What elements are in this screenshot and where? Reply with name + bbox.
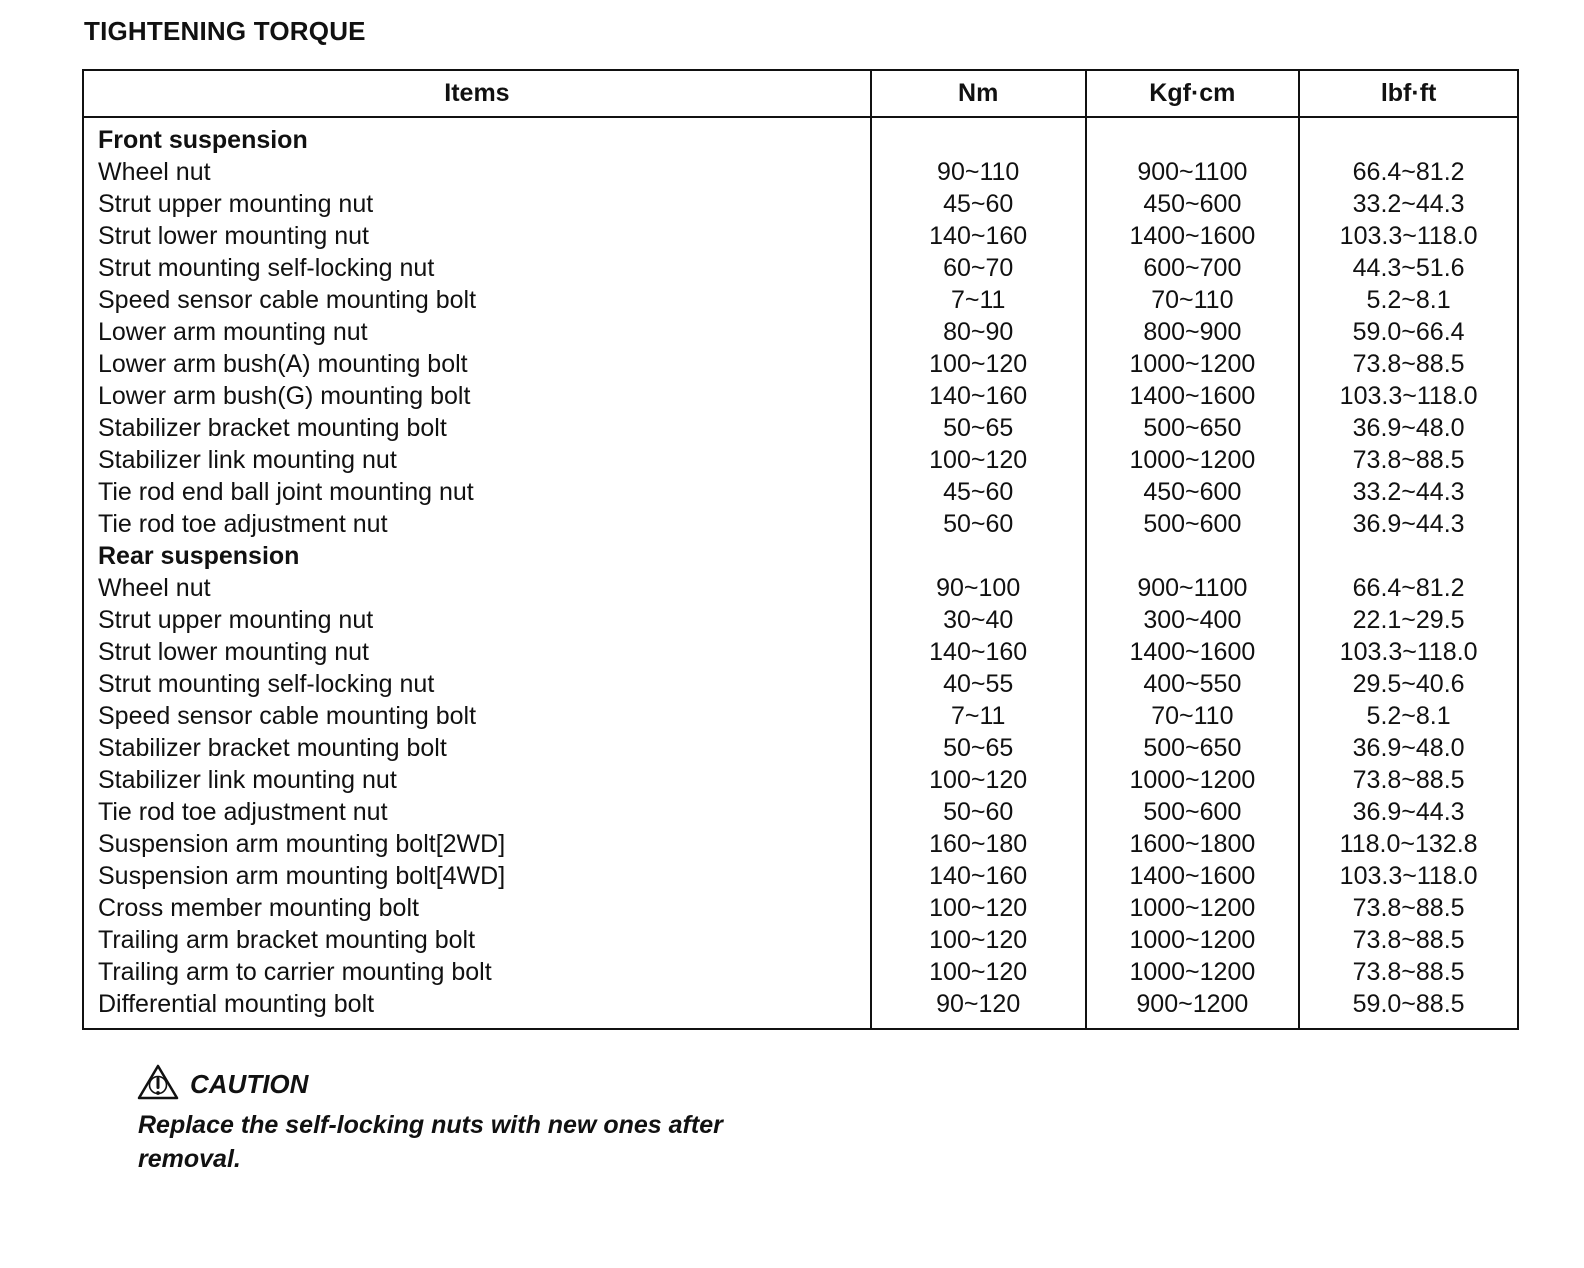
item-name: Strut lower mounting nut: [98, 222, 369, 250]
nm-value: 100~120: [871, 348, 1086, 380]
item-name: Speed sensor cable mounting bolt: [98, 286, 477, 314]
kgf-cm-value: 1600~1800: [1086, 828, 1300, 860]
lbf-ft-value: 118.0~132.8: [1299, 828, 1518, 860]
lbf-ft-value: 66.4~81.2: [1299, 156, 1518, 188]
caution-text: Replace the self-locking nuts with new ones after removal.: [138, 1111, 723, 1173]
table-row: [83, 732, 1518, 764]
nm-value: 100~120: [871, 892, 1086, 924]
lbf-ft-value: 36.9~48.0: [1299, 412, 1518, 444]
empty-cell: [1086, 540, 1300, 572]
table-row: [83, 700, 1518, 732]
table-row: [83, 508, 1518, 540]
lbf-ft-value: 73.8~88.5: [1299, 348, 1518, 380]
item-name: Tie rod toe adjustment nut: [98, 798, 388, 826]
item-name: Suspension arm mounting bolt[2WD]: [98, 830, 506, 858]
nm-value: 50~60: [871, 796, 1086, 828]
section-row: [83, 117, 1518, 156]
nm-value: 40~55: [871, 668, 1086, 700]
empty-cell: [871, 117, 1086, 156]
nm-value: 80~90: [871, 316, 1086, 348]
empty-cell: [1299, 540, 1518, 572]
item-name: Lower arm bush(A) mounting bolt: [98, 350, 468, 378]
lbf-ft-value: 44.3~51.6: [1299, 252, 1518, 284]
nm-value: 140~160: [871, 220, 1086, 252]
section-title: Rear suspension: [98, 542, 300, 570]
kgf-cm-value: 450~600: [1086, 188, 1300, 220]
item-name: Speed sensor cable mounting bolt: [98, 702, 477, 730]
kgf-cm-value: 500~600: [1086, 508, 1300, 540]
kgf-cm-value: 1000~1200: [1086, 348, 1300, 380]
nm-value: 100~120: [871, 956, 1086, 988]
lbf-ft-value: 73.8~88.5: [1299, 892, 1518, 924]
item-name: Tie rod end ball joint mounting nut: [98, 478, 474, 506]
header-items: Items: [83, 70, 871, 117]
kgf-cm-value: 900~1200: [1086, 988, 1300, 1029]
item-name: Wheel nut: [98, 574, 211, 602]
table-row: [83, 636, 1518, 668]
nm-value: 60~70: [871, 252, 1086, 284]
nm-value: 50~60: [871, 508, 1086, 540]
item-name: Wheel nut: [98, 158, 211, 186]
nm-value: 7~11: [871, 284, 1086, 316]
item-name: Strut mounting self-locking nut: [98, 670, 435, 698]
nm-value: 30~40: [871, 604, 1086, 636]
header-lbf-ft: lbf·ft: [1299, 70, 1518, 117]
item-name: Stabilizer bracket mounting bolt: [98, 414, 447, 442]
item-name: Strut upper mounting nut: [98, 606, 374, 634]
kgf-cm-value: 1400~1600: [1086, 380, 1300, 412]
kgf-cm-value: 900~1100: [1086, 572, 1300, 604]
table-row: [83, 220, 1518, 252]
nm-value: 90~120: [871, 988, 1086, 1029]
empty-cell: [1086, 117, 1300, 156]
kgf-cm-value: 1400~1600: [1086, 636, 1300, 668]
table-row: [83, 476, 1518, 508]
nm-value: 90~110: [871, 156, 1086, 188]
kgf-cm-value: 1400~1600: [1086, 220, 1300, 252]
kgf-cm-value: 1000~1200: [1086, 444, 1300, 476]
lbf-ft-value: 103.3~118.0: [1299, 860, 1518, 892]
kgf-cm-value: 500~650: [1086, 732, 1300, 764]
kgf-cm-value: 900~1100: [1086, 156, 1300, 188]
lbf-ft-value: 73.8~88.5: [1299, 924, 1518, 956]
table-row: [83, 764, 1518, 796]
lbf-ft-value: 33.2~44.3: [1299, 188, 1518, 220]
table-row: [83, 412, 1518, 444]
table-row: [83, 796, 1518, 828]
item-name: Suspension arm mounting bolt[4WD]: [98, 862, 506, 890]
lbf-ft-value: 36.9~48.0: [1299, 732, 1518, 764]
table-row: [83, 156, 1518, 188]
nm-value: 50~65: [871, 732, 1086, 764]
nm-value: 140~160: [871, 380, 1086, 412]
lbf-ft-value: 33.2~44.3: [1299, 476, 1518, 508]
lbf-ft-value: 5.2~8.1: [1299, 284, 1518, 316]
table-header-row: [83, 70, 1518, 117]
table-row: [83, 572, 1518, 604]
kgf-cm-value: 600~700: [1086, 252, 1300, 284]
lbf-ft-value: 36.9~44.3: [1299, 796, 1518, 828]
caution-heading: [136, 1063, 308, 1106]
item-name: Stabilizer link mounting nut: [98, 766, 397, 794]
table-row: [83, 188, 1518, 220]
item-name: Strut upper mounting nut: [98, 190, 374, 218]
table-row: [83, 988, 1518, 1029]
table-row: [83, 860, 1518, 892]
lbf-ft-value: 5.2~8.1: [1299, 700, 1518, 732]
item-name: Trailing arm bracket mounting bolt: [98, 926, 476, 954]
kgf-cm-value: 500~650: [1086, 412, 1300, 444]
item-name: Lower arm mounting nut: [98, 318, 368, 346]
nm-value: 160~180: [871, 828, 1086, 860]
nm-value: 90~100: [871, 572, 1086, 604]
page-title: TIGHTENING TORQUE: [84, 16, 366, 46]
table-row: [83, 604, 1518, 636]
kgf-cm-value: 1000~1200: [1086, 924, 1300, 956]
nm-value: 140~160: [871, 636, 1086, 668]
lbf-ft-value: 103.3~118.0: [1299, 636, 1518, 668]
kgf-cm-value: 400~550: [1086, 668, 1300, 700]
item-name: Strut mounting self-locking nut: [98, 254, 435, 282]
header-kgf-cm: Kgf·cm: [1086, 70, 1300, 117]
table-row: [83, 444, 1518, 476]
table-row: [83, 316, 1518, 348]
table-row: [83, 284, 1518, 316]
table-row: [83, 828, 1518, 860]
lbf-ft-value: 36.9~44.3: [1299, 508, 1518, 540]
lbf-ft-value: 66.4~81.2: [1299, 572, 1518, 604]
kgf-cm-value: 500~600: [1086, 796, 1300, 828]
empty-cell: [1299, 117, 1518, 156]
section-title: Front suspension: [98, 126, 308, 154]
lbf-ft-value: 22.1~29.5: [1299, 604, 1518, 636]
item-name: Strut lower mounting nut: [98, 638, 369, 666]
kgf-cm-value: 1000~1200: [1086, 764, 1300, 796]
table-row: [83, 380, 1518, 412]
table-body: [83, 117, 1518, 1029]
item-name: Trailing arm to carrier mounting bolt: [98, 958, 492, 986]
nm-value: 45~60: [871, 188, 1086, 220]
header-nm: Nm: [871, 70, 1086, 117]
torque-table: [82, 69, 1519, 1030]
warning-triangle-icon: [136, 1063, 180, 1106]
kgf-cm-value: 70~110: [1086, 284, 1300, 316]
table-row: [83, 956, 1518, 988]
lbf-ft-value: 73.8~88.5: [1299, 764, 1518, 796]
lbf-ft-value: 103.3~118.0: [1299, 380, 1518, 412]
table-row: [83, 924, 1518, 956]
kgf-cm-value: 450~600: [1086, 476, 1300, 508]
table-row: [83, 892, 1518, 924]
nm-value: 7~11: [871, 700, 1086, 732]
item-name: Stabilizer bracket mounting bolt: [98, 734, 447, 762]
nm-value: 100~120: [871, 764, 1086, 796]
kgf-cm-value: 800~900: [1086, 316, 1300, 348]
lbf-ft-value: 29.5~40.6: [1299, 668, 1518, 700]
item-name: Cross member mounting bolt: [98, 894, 419, 922]
kgf-cm-value: 300~400: [1086, 604, 1300, 636]
nm-value: 45~60: [871, 476, 1086, 508]
kgf-cm-value: 1000~1200: [1086, 892, 1300, 924]
item-name: Stabilizer link mounting nut: [98, 446, 397, 474]
item-name: Tie rod toe adjustment nut: [98, 510, 388, 538]
lbf-ft-value: 103.3~118.0: [1299, 220, 1518, 252]
nm-value: 100~120: [871, 924, 1086, 956]
table-row: [83, 668, 1518, 700]
item-name: Differential mounting bolt: [98, 990, 375, 1018]
lbf-ft-value: 59.0~66.4: [1299, 316, 1518, 348]
kgf-cm-value: 1000~1200: [1086, 956, 1300, 988]
lbf-ft-value: 73.8~88.5: [1299, 444, 1518, 476]
lbf-ft-value: 73.8~88.5: [1299, 956, 1518, 988]
table-row: [83, 252, 1518, 284]
nm-value: 50~65: [871, 412, 1086, 444]
kgf-cm-value: 1400~1600: [1086, 860, 1300, 892]
caution-label: CAUTION: [190, 1069, 309, 1099]
table-row: [83, 348, 1518, 380]
lbf-ft-value: 59.0~88.5: [1299, 988, 1518, 1029]
empty-cell: [871, 540, 1086, 572]
nm-value: 140~160: [871, 860, 1086, 892]
section-row: [83, 540, 1518, 572]
kgf-cm-value: 70~110: [1086, 700, 1300, 732]
nm-value: 100~120: [871, 444, 1086, 476]
item-name: Lower arm bush(G) mounting bolt: [98, 382, 471, 410]
